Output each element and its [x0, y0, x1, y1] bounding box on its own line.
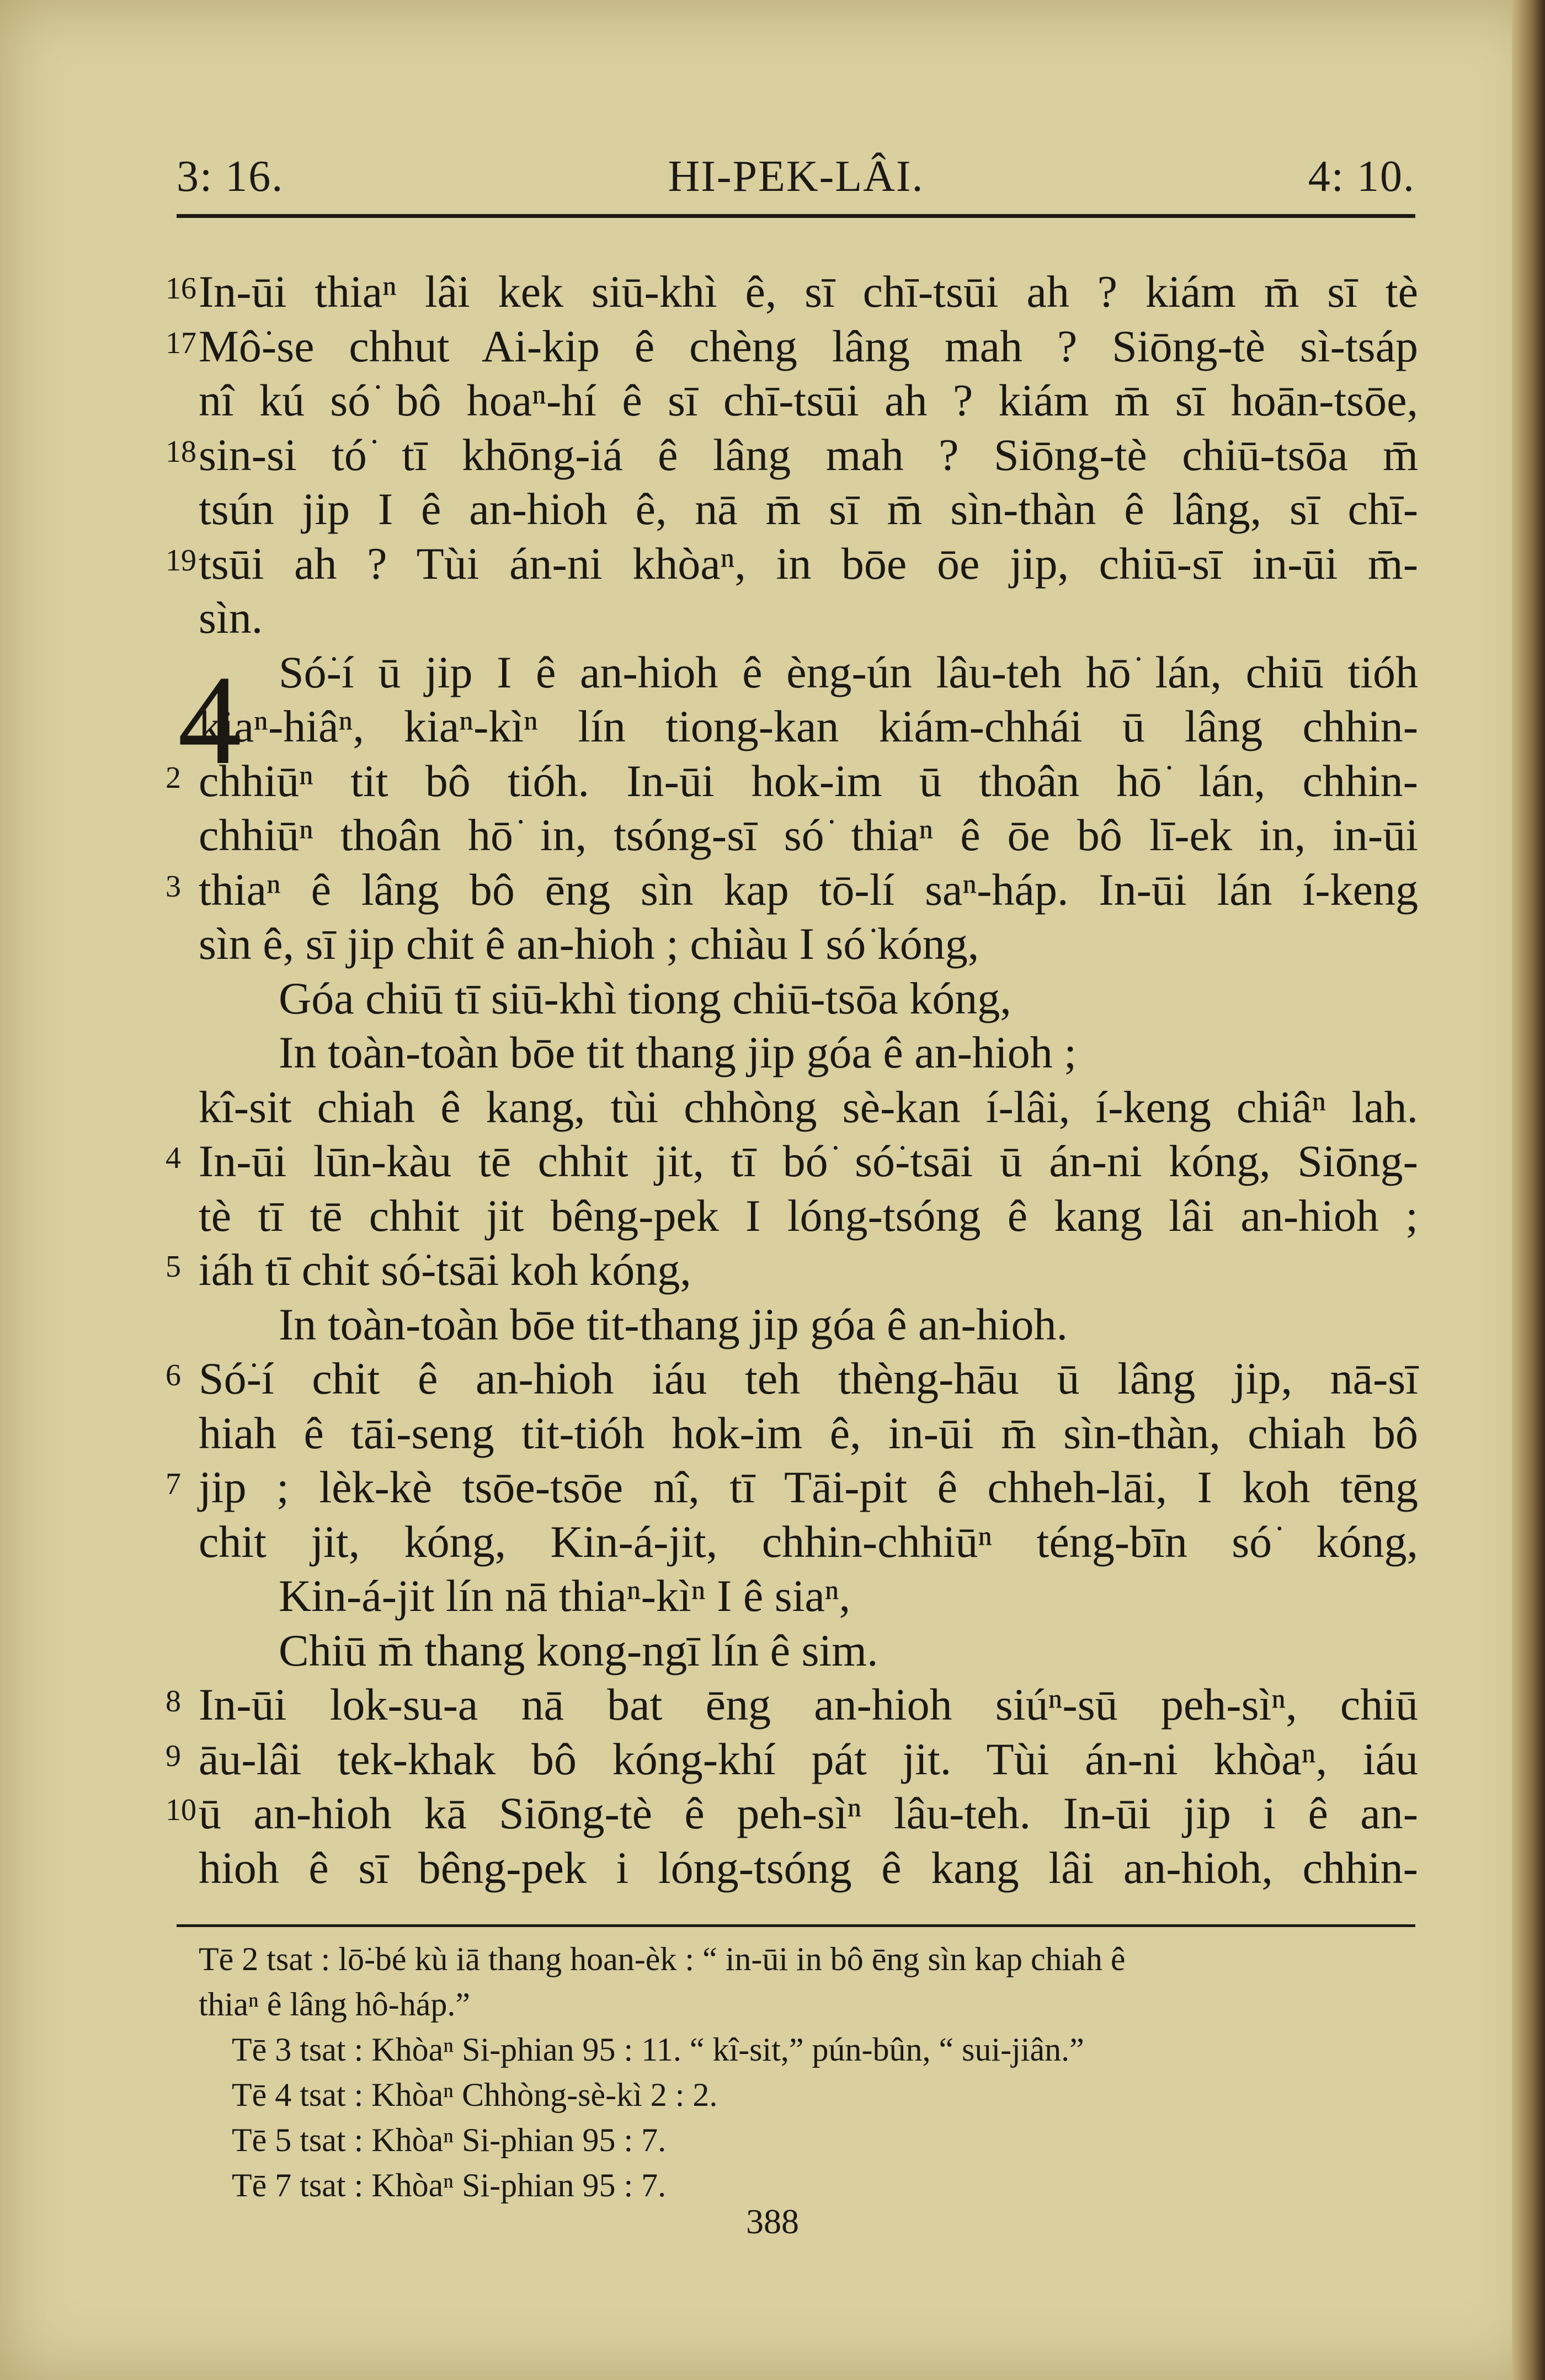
book-spine-edge	[1512, 0, 1545, 2380]
verse-number: 17	[166, 325, 196, 360]
text-line	[166, 1352, 1418, 1406]
line-text: chhiūⁿ tit bô tióh. In-ūi hok-im ū thoân hō͘ lán, chhin-	[199, 755, 1418, 806]
line-text: In toàn-toàn bōe tit thang jip góa ê an-hioh ;	[279, 1027, 1077, 1077]
text-line	[166, 1134, 1418, 1189]
text-line	[199, 591, 1418, 645]
line-text: In-ūi thiaⁿ lâi kek siū-khì ê, sī chī-tsūi ah ? kiám m̄ sī tè	[199, 266, 1418, 317]
line-text: Chiū m̄ thang kong-ngī lín ê sim.	[279, 1625, 878, 1675]
line-text: thiaⁿ ê lâng bô ēng sìn kap tō-lí saⁿ-háp. In-ūi lán í-keng	[199, 864, 1418, 915]
text-line	[166, 1678, 1418, 1732]
text-line	[166, 265, 1418, 319]
line-text: Góa chiū tī siū-khì tiong chiū-tsōa kóng,	[279, 973, 1011, 1023]
line-text: hioh ê sī bêng-pek i lóng-tsóng ê kang lâi an-hioh, chhin-	[199, 1842, 1418, 1893]
footnote-line: Tē 7 tsat : Khòaⁿ Si-phian 95 : 7.	[232, 2167, 667, 2203]
verse-number: 19	[166, 543, 196, 578]
verse-number: 18	[166, 434, 196, 469]
text-line	[199, 373, 1418, 428]
text-line	[166, 1732, 1418, 1787]
line-text: tè tī tē chhit jit bêng-pek I lóng-tsóng ê kang lâi an-hioh ;	[199, 1190, 1418, 1241]
verse-number: 6	[166, 1358, 181, 1392]
text-line	[199, 1189, 1418, 1244]
footnote-line: Tē 4 tsat : Khòaⁿ Chhòng-sè-kì 2 : 2.	[232, 2077, 718, 2113]
line-text: Kin-á-jit lín nā thiaⁿ-kìⁿ I ê siaⁿ,	[279, 1571, 851, 1621]
line-text: Só͘-í ū jip I ê an-hioh ê èng-ún lâu-teh hō͘ lán, chiū tióh	[279, 647, 1418, 697]
text-line	[199, 645, 1418, 700]
verse-number: 4	[166, 1141, 181, 1175]
text-line	[199, 1569, 1418, 1624]
header-book-title: HI-PEK-LÂI.	[668, 152, 924, 201]
line-text: tsūi ah ? Tùi án-ni khòaⁿ, in bōe ōe jip, chiū-sī in-ūi m̄-	[199, 538, 1418, 589]
line-text: sin-si tó͘ tī khōng-iá ê lâng mah ? Siōng-tè chiū-tsōa m̄	[199, 429, 1418, 480]
text-line	[199, 700, 1418, 754]
text-line	[166, 754, 1418, 809]
text-line	[199, 1026, 1418, 1080]
main-text	[166, 265, 1418, 1895]
line-text: jip ; lèk-kè tsōe-tsōe nî, tī Tāi-pit ê chheh-lāi, I koh tēng	[199, 1462, 1418, 1512]
line-text: sìn ê, sī jip chit ê an-hioh ; chiàu I só͘ kóng,	[199, 919, 979, 969]
line-text: iáh tī chit só͘-tsāi koh kóng,	[199, 1245, 691, 1295]
text-line	[199, 1406, 1418, 1461]
text-line	[166, 863, 1418, 917]
line-text: In toàn-toàn bōe tit-thang jip góa ê an-hioh.	[279, 1299, 1068, 1349]
line-text: Só͘-í chit ê an-hioh iáu teh thèng-hāu ū lâng jip, nā-sī	[199, 1353, 1418, 1404]
text-line	[166, 1786, 1418, 1841]
line-text: ū an-hioh kā Siōng-tè ê peh-sìⁿ lâu-teh. In-ūi jip i ê an-	[199, 1788, 1418, 1838]
verse-number: 16	[166, 271, 196, 306]
text-line	[199, 808, 1418, 863]
text-line	[199, 1515, 1418, 1570]
running-header	[177, 152, 1415, 212]
text-line	[199, 1298, 1418, 1352]
verse-number: 3	[166, 869, 181, 904]
footnotes	[199, 1936, 1413, 2208]
text-line	[199, 1841, 1418, 1896]
line-text: hiah ê tāi-seng tit-tióh hok-im ê, in-ūi m̄ sìn-thàn, chiah bô	[199, 1407, 1418, 1458]
chapter-number: 4	[178, 649, 242, 791]
footnote-rule	[177, 1924, 1415, 1927]
text-line	[199, 482, 1418, 537]
verse-number: 2	[166, 760, 181, 795]
line-text: In-ūi lūn-kàu tē chhit jit, tī bó͘ só͘-tsāi ū án-ni kóng, Siōng-	[199, 1136, 1418, 1186]
text-line	[166, 1460, 1418, 1515]
footnote-line: thiaⁿ ê lâng hô-háp.”	[199, 1986, 471, 2023]
line-text: chhiūⁿ thoân hō͘ in, tsóng-sī só͘ thiaⁿ ê ōe bô lī-ek in, in-ūi	[199, 810, 1418, 860]
footnote-line: Tē 2 tsat : lō͘-bé kù iā thang hoan-èk : “ in-ūi in bô ēng sìn kap chiah ê	[199, 1941, 1126, 1977]
verse-number: 9	[166, 1738, 181, 1773]
text-line	[166, 1243, 1418, 1298]
footnote-line: Tē 3 tsat : Khòaⁿ Si-phian 95 : 11. “ kî-sit,” pún-bûn, “ sui-jiân.”	[232, 2031, 1084, 2068]
line-text: sìn.	[199, 593, 263, 643]
verse-number: 10	[166, 1793, 196, 1827]
text-line	[199, 917, 1418, 972]
line-text: nî kú só͘ bô hoaⁿ-hí ê sī chī-tsūi ah ? kiám m̄ sī hoān-tsōe,	[199, 375, 1418, 425]
verse-number: 7	[166, 1467, 181, 1501]
page-number: 388	[746, 2202, 799, 2241]
text-line	[166, 537, 1418, 591]
line-text: chit jit, kóng, Kin-á-jit, chhin-chhiūⁿ téng-bīn só͘ kóng,	[199, 1516, 1418, 1567]
header-right-reference: 4: 10.	[1308, 152, 1415, 201]
text-line	[166, 428, 1418, 483]
line-text: kiaⁿ-hiâⁿ, kiaⁿ-kìⁿ lín tiong-kan kiám-chhái ū lâng chhin-	[199, 701, 1418, 751]
footnote-line: Tē 5 tsat : Khòaⁿ Si-phian 95 : 7.	[232, 2122, 667, 2158]
text-line	[199, 1624, 1418, 1678]
line-text: āu-lâi tek-khak bô kóng-khí pát jit. Tùi án-ni khòaⁿ, iáu	[199, 1733, 1418, 1784]
verse-number: 5	[166, 1250, 181, 1284]
line-text: Mô͘-se chhut Ai-kip ê chèng lâng mah ? Siōng-tè sì-tsáp	[199, 321, 1418, 371]
verse-number: 8	[166, 1684, 181, 1719]
line-text: tsún jip I ê an-hioh ê, nā m̄ sī m̄ sìn-thàn ê lâng, sī chī-	[199, 484, 1418, 534]
line-text: kî-sit chiah ê kang, tùi chhòng sè-kan í-lâi, í-keng chiâⁿ lah.	[199, 1081, 1418, 1132]
text-line	[199, 1080, 1418, 1135]
text-line	[166, 319, 1418, 374]
text-line	[199, 972, 1418, 1026]
header-left-reference: 3: 16.	[177, 152, 284, 201]
header-rule	[177, 214, 1415, 218]
line-text: In-ūi lok-su-a nā bat ēng an-hioh siúⁿ-sū peh-sìⁿ, chiū	[199, 1679, 1418, 1730]
